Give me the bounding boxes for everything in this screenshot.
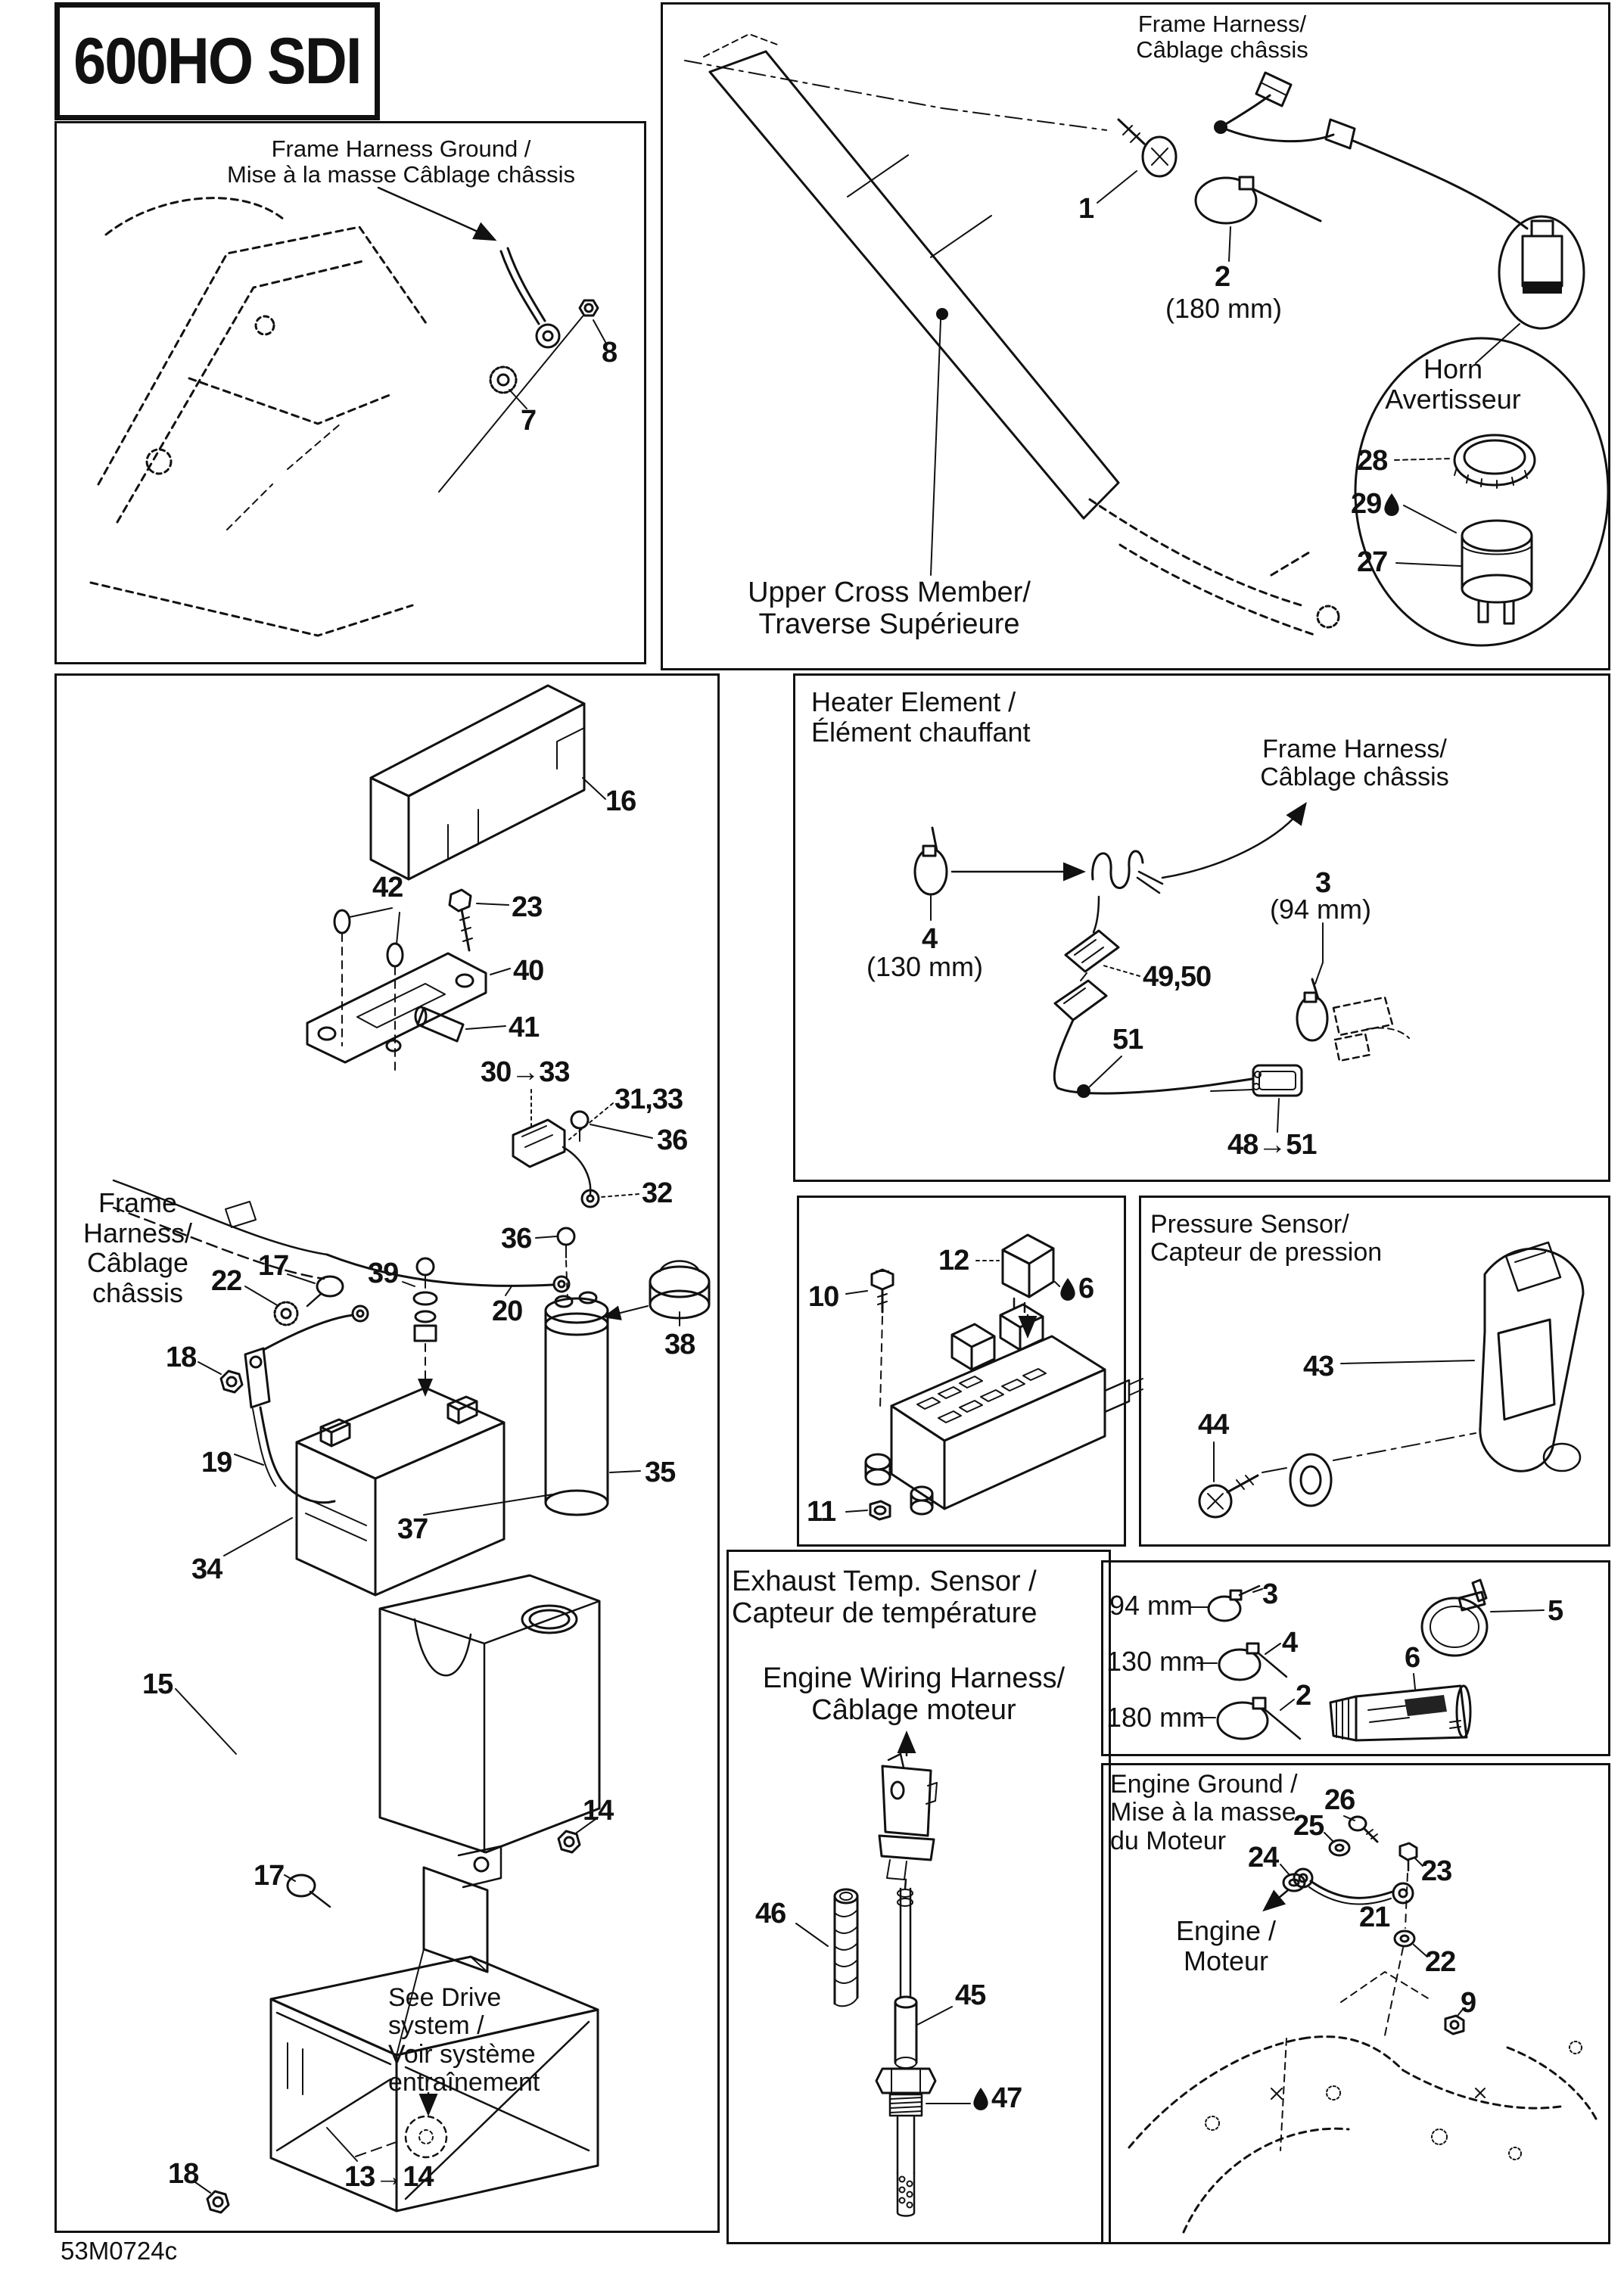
tie-row-180: 180 mm: [1106, 1702, 1206, 1733]
cable-ties-art: [1190, 1580, 1544, 1740]
callout-46: 46: [755, 1898, 786, 1930]
callout-32: 32: [642, 1177, 673, 1209]
callout-31-33: 31,33: [614, 1084, 683, 1115]
callout-18: 18: [166, 1342, 197, 1373]
callout-28: 28: [1357, 445, 1388, 477]
callout-14: 14: [583, 1795, 614, 1827]
frame-harness-art: [685, 34, 1608, 645]
callout-4b: 4: [1282, 1627, 1298, 1659]
callout-26: 26: [1324, 1784, 1355, 1816]
pressure-sensor-art: [1199, 1242, 1583, 1517]
callout-29: 29: [1351, 488, 1400, 521]
callout-13-14: 13→14: [344, 2161, 434, 2193]
callout-38: 38: [664, 1329, 695, 1360]
callout-49-50: 49,50: [1143, 961, 1212, 993]
exhaust-sensor-art: [796, 1734, 970, 2216]
callout-4: 4: [922, 923, 938, 955]
callout-22: 22: [211, 1265, 242, 1297]
fuse-box-art: [846, 1235, 1143, 1519]
callout-40: 40: [513, 955, 544, 987]
callout-34: 34: [191, 1553, 222, 1585]
exhaust-heading: Exhaust Temp. Sensor / Capteur de température: [732, 1566, 1038, 1629]
callout-2b: 2: [1296, 1680, 1311, 1712]
drive-system-note: See Drive system / Voir système entraînement: [388, 1983, 540, 2097]
heater-heading: Heater Element / Élément chauffant: [811, 686, 1031, 748]
callout-1: 1: [1078, 193, 1094, 225]
callout-15: 15: [142, 1668, 173, 1700]
callout-8: 8: [602, 337, 618, 368]
callout-12: 12: [938, 1245, 969, 1276]
tie-row-130: 130 mm: [1106, 1646, 1206, 1677]
diagram-code: 53M0724c: [61, 2237, 178, 2265]
callout-23: 23: [512, 891, 543, 923]
callout-39: 39: [368, 1258, 399, 1289]
grease-droplet-icon: [1059, 1278, 1076, 1301]
callout-6b: 6: [1405, 1642, 1420, 1674]
cross-member-label: Upper Cross Member/ Traverse Supérieure: [748, 577, 1031, 640]
callout-19: 19: [201, 1447, 232, 1479]
callout-47: 47: [972, 2082, 1022, 2115]
callout-20: 20: [492, 1295, 523, 1327]
frame-harness-heading: Frame Harness/ Câblage châssis: [1136, 11, 1308, 64]
callout-2: 2: [1215, 261, 1230, 293]
horn-heading: Horn Avertisseur: [1385, 353, 1521, 415]
callout-17b: 17: [254, 1860, 285, 1892]
callout-6: 6: [1059, 1273, 1094, 1305]
callout-48-51: 48→51: [1227, 1129, 1317, 1161]
callout-27: 27: [1357, 546, 1388, 578]
callout-10: 10: [808, 1281, 839, 1313]
callout-3: 3: [1315, 867, 1331, 899]
callout-21: 21: [1359, 1902, 1390, 1933]
callout-35: 35: [645, 1457, 676, 1488]
tie-length-180: (180 mm): [1165, 293, 1283, 324]
frame-ground-heading: Frame Harness Ground / Mise à la masse Câblage châssis: [226, 135, 576, 188]
callout-41: 41: [509, 1012, 540, 1043]
grease-droplet-icon: [972, 2088, 989, 2110]
engine-wiring-harness-label: Engine Wiring Harness/ Câblage moteur: [762, 1662, 1066, 1726]
callout-45: 45: [955, 1979, 986, 2011]
callout-16: 16: [605, 785, 636, 817]
tie-length-94: (94 mm): [1270, 894, 1371, 925]
callout-51: 51: [1112, 1024, 1143, 1056]
callout-30-33: 30→33: [481, 1056, 570, 1088]
callout-24: 24: [1248, 1842, 1279, 1874]
callout-7: 7: [521, 405, 537, 437]
heater-frame-harness-label: Frame Harness/ Câblage châssis: [1260, 735, 1449, 792]
engine-label: Engine / Moteur: [1175, 1915, 1277, 1976]
callout-42: 42: [372, 872, 403, 903]
callout-22b: 22: [1425, 1946, 1456, 1978]
callout-5: 5: [1548, 1595, 1563, 1627]
callout-17: 17: [258, 1250, 289, 1282]
engine-ground-art: [1129, 1816, 1598, 2232]
pressure-heading: Pressure Sensor/ Capteur de pression: [1150, 1210, 1383, 1267]
callout-3b: 3: [1262, 1578, 1278, 1610]
callout-36b: 36: [501, 1223, 532, 1255]
callout-18b: 18: [168, 2158, 199, 2190]
callout-36: 36: [657, 1124, 688, 1156]
model-title: 600HO SDI: [73, 24, 361, 98]
callout-43: 43: [1303, 1351, 1334, 1382]
grease-droplet-icon: [1383, 493, 1400, 516]
callout-23b: 23: [1421, 1855, 1452, 1887]
battery-frame-harness-label: Frame Harness/ Câblage châssis: [82, 1187, 193, 1308]
callout-25: 25: [1293, 1810, 1324, 1842]
callout-11: 11: [807, 1496, 836, 1528]
callout-9: 9: [1461, 1987, 1476, 2019]
callout-37: 37: [397, 1513, 428, 1545]
engine-ground-heading: Engine Ground / Mise à la masse du Moteur: [1110, 1770, 1298, 1855]
callout-44: 44: [1198, 1409, 1229, 1441]
tie-row-94: 94 mm: [1109, 1590, 1193, 1621]
tie-length-130: (130 mm): [866, 951, 984, 982]
